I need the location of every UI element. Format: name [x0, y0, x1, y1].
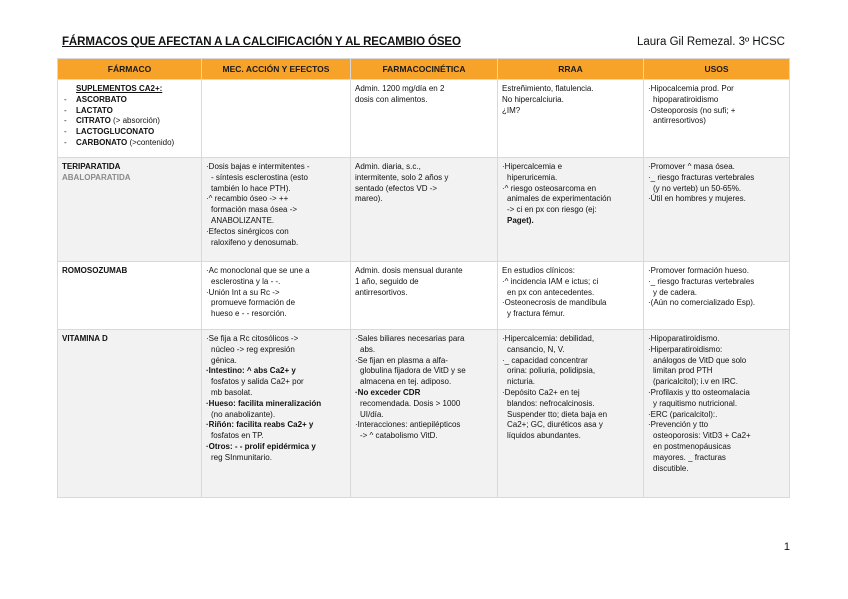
list-item: - ASCORBATO [62, 95, 197, 106]
drug-name: TERIPARATIDA [62, 162, 121, 171]
col-header-farmacocinetica: FARMACOCINÉTICA [351, 59, 498, 80]
cell-farmacocinetica: Admin. dosis mensual durante 1 año, seguido de antirresortivos. [351, 262, 498, 330]
cell-rraa: ·Hipercalcemia: debilidad, cansancio, N, V. ·_ capacidad concentrar orina: poliuria, polidipsia, nicturia. ·Depósito Ca2+ en tej blandos: nefrocalcinosis. Suspender tto; dieta baja en Ca2+; GC, diuréticos asa y líquidos abundantes. [498, 330, 644, 498]
table-row [58, 80, 790, 158]
col-header-rraa: RRAA [498, 59, 644, 80]
cell-mecanismo: ·Ac monoclonal que se une a esclerostina y la - -. ·Unión Int a su Rc -> promueve formación de hueso e - - resorción. [202, 262, 351, 330]
cell-mecanismo: ·Dosis bajas e intermitentes - - síntesis esclerostina (esto también lo hace PTH). ·^ recambio óseo -> ++ formación masa ósea -> ANABOLIZANTE. ·Efectos sinérgicos con raloxifeno y denosumab. [202, 158, 351, 262]
table-row [58, 330, 790, 498]
cell-usos: ·Promover ^ masa ósea. ·_ riesgo fracturas vertebrales (y no verteb) un 50-65%. ·Útil en hombres y mujeres. [644, 158, 790, 262]
list-item: - CARBONATO (>contenido) [62, 138, 197, 149]
list-item: - LACTOGLUCONATO [62, 127, 197, 138]
col-header-usos: USOS [644, 59, 790, 80]
drug-table [57, 58, 790, 498]
cell-farmaco [58, 262, 202, 330]
cell-farmacocinetica: Admin. diaria, s.c., intermitente, solo 2 años y sentado (efectos VD -> mareo). [351, 158, 498, 262]
drug-name: ROMOSOZUMAB [62, 266, 128, 275]
cell-usos: ·Promover formación hueso. ·_ riesgo fracturas vertebrales y de cadera. ·(Aún no comercializado Esp). [644, 262, 790, 330]
table-row [58, 262, 790, 330]
cell-rraa: Estreñimiento, flatulencia. No hipercalciuria. ¿IM? [498, 80, 644, 158]
cell-rraa: ·Hipercalcemia e hiperuricemia. ·^ riesgo osteosarcoma en animales de experimentación -> ci en px con riesgo (ej: Paget). [498, 158, 644, 262]
list-item: - CITRATO (> absorción) [62, 116, 197, 127]
author-name: Laura Gil Remezal. 3º HCSC [636, 36, 785, 48]
cell-rraa: En estudios clínicos: ·^ incidencia IAM e ictus; ci en px con antecedentes. ·Osteonecrosis de mandíbula y fractura fémur. [498, 262, 644, 330]
col-header-farmaco: FÁRMACO [58, 59, 202, 80]
cell-farmaco [58, 330, 202, 498]
page-number: 1 [783, 541, 790, 553]
cell-farmacocinetica: ·Sales biliares necesarias para abs. ·Se fijan en plasma a alfa- globulina fijadora de VitD y se almacena en tej. adiposo. ·No exceder CDR recomendada. Dosis > 1000 UI/día. ·Interacciones: antiepilépticos -> ^ catabolismo VitD. [351, 330, 498, 498]
list-item: - LACTATO [62, 106, 197, 117]
drug-name-secondary: ABALOPARATIDA [62, 172, 131, 182]
table-row [58, 158, 790, 262]
col-header-mecanismo: MEC. ACCIÓN Y EFECTOS [202, 59, 351, 80]
page-title: FÁRMACOS QUE AFECTAN A LA CALCIFICACIÓN Y AL RECAMBIO ÓSEO [62, 36, 461, 48]
cell-usos: ·Hipocalcemia prod. Por hipoparatiroidismo ·Osteoporosis (no sufi; + antirresortivos) [644, 80, 790, 158]
cell-farmaco [58, 80, 202, 158]
cell-farmaco [58, 158, 202, 262]
cell-usos: ·Hipoparatiroidismo. ·Hiperparatiroidismo: análogos de VitD que solo limitan prod PTH (paricalcitol); i.v en IRC. ·Profilaxis y tto osteomalacia y raquitismo nutricional. ·ERC (paricalcitol):. ·Prevención y tto osteoporosis: VitD3 + Ca2+ en postmenopáusicas mayores. _ fracturas discutible. [644, 330, 790, 498]
suplementos-title: SUPLEMENTOS CA2+: [76, 84, 163, 93]
cell-mecanismo [202, 80, 351, 158]
cell-mecanismo: ·Se fija a Rc citosólicos -> núcleo -> reg expresión génica. ·Intestino: ^ abs Ca2+ y fosfatos y salida Ca2+ por mb basolat. ·Hueso: facilita mineralización (no anabolizante). ·Riñón: facilita reabs Ca2+ y fosfatos en TP. ·Otros: - - prolif epidérmica y reg SInmunitario. [202, 330, 351, 498]
header-row [58, 59, 790, 80]
cell-farmacocinetica: Admin. 1200 mg/día en 2 dosis con alimentos. [351, 80, 498, 158]
drug-name: VITAMINA D [62, 334, 108, 343]
